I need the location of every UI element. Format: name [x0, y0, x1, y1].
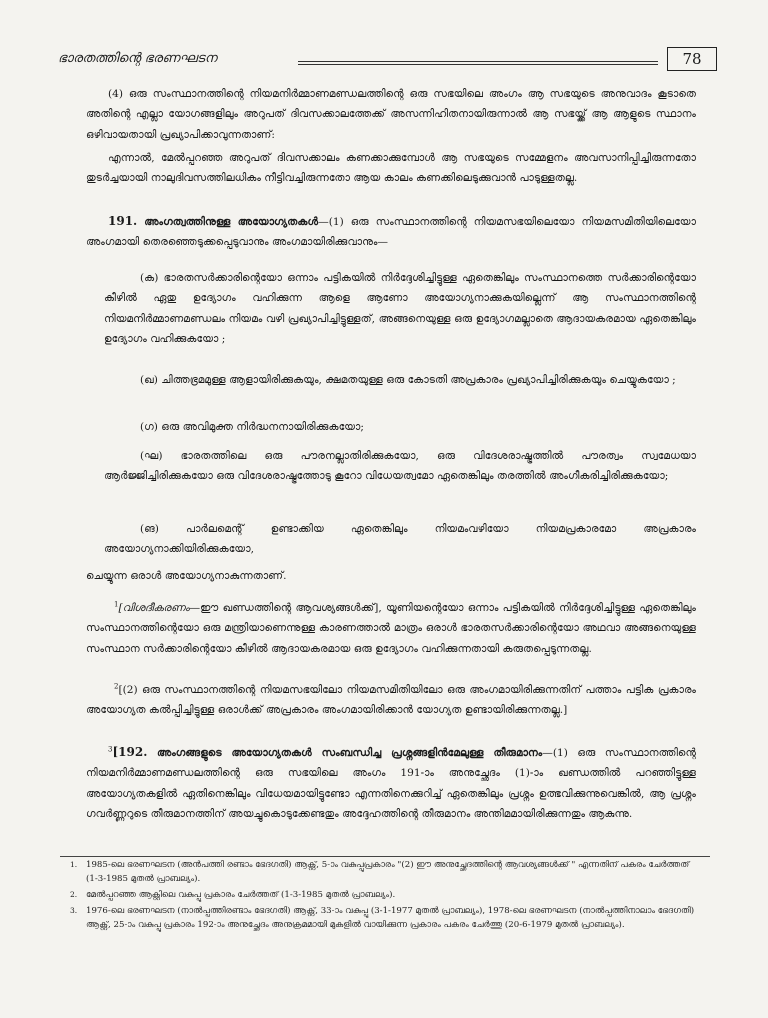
clause-2	[86, 680, 696, 721]
paragraph-4: (4) ഒരു സംസ്ഥാനത്തിന്റെ നിയമനിർമ്മാണമണ്ഡലത്തിന്റെ ഒരു സഭയിലെ അംഗം ആ സഭയുടെ അനുവാദം കൂടാതെ അതിന്റെ എല്ലാ യോഗങ്ങളിലും അറുപത് ദിവസക്കാലത്തേക്ക് അസന്നിഹിതനായിരുന്നാൽ ആ സഭയ്ക്ക് ആ ആളുടെ സ്ഥാനം ഒഴിവായതായി പ്രഖ്യാപിക്കാവുന്നതാണ്:	[86, 88, 696, 141]
running-title: ഭാരതത്തിന്റെ ഭരണഘടന	[58, 51, 217, 66]
clause-e: (ങ) പാർലമെന്റ് ഉണ്ടാക്കിയ ഏതെങ്കിലും നിയമംവഴിയോ നിയമപ്രകാരമോ അപ്രകാരം അയോഗ്യനാക്കിയിരിക്കുകയോ,	[104, 523, 696, 556]
footnote-ref-3: 3	[108, 745, 113, 754]
footnote-ref-2: 2	[114, 682, 119, 691]
clause-a: (ക) ഭാരതസർക്കാരിന്റെയോ ഒന്നാം പട്ടികയിൽ നിർദ്ദേശിച്ചിട്ടുള്ള ഏതെങ്കിലും സംസ്ഥാനത്തെ സർക്കാരിന്റെയോ കീഴിൽ ഏതു ഉദ്യോഗം വഹിക്കുന്ന ആളെ ആണോ അയോഗ്യനാക്കുകയില്ലെന്ന് ആ സംസ്ഥാനത്തിന്റെ നിയമനിർമ്മാണമണ്ഡലം നിയമം വഴി പ്രഖ്യാപിച്ചിട്ടുള്ളത്, അങ്ങനെയുള്ള ഒരു ഉദ്യോഗമല്ലാതെ ആദായകരമായ ഏതെങ്കിലും ഉദ്യോഗം വഹിക്കുകയോ ;	[104, 272, 696, 346]
explanation-label: [വിശദീകരണം	[118, 602, 190, 614]
closing-line: ചെയ്യുന്ന ഒരാൾ അയോഗ്യനാകുന്നതാണ്.	[86, 570, 287, 582]
footnote-number: 1.	[70, 860, 78, 869]
section-192	[86, 742, 696, 825]
footnote-text: 1976-ലെ ഭരണഘടന (നാൽപ്പത്തിരണ്ടാം ഭേദഗതി) ആക്റ്റ്, 33-ാം വകുപ്പു (3-1-1977 മുതൽ പ്രാബല്യം), 1978-ലെ ഭരണഘടന (നാൽപ്പത്തിനാലാം ഭേദഗതി) ആക്റ്റ്, 25-ാം വകുപ്പു പ്രകാരം 192-ാം അനുച്ഛേദം അനുക്രമമായി മുകളിൽ വായിക്കുന്ന പ്രകാരം പകരം ചേർത്തു (20-6-1979 മുതൽ പ്രാബല്യം).	[86, 906, 695, 930]
clause-c: (ഗ) ഒരു അവിമുക്ത നിർദ്ധനനായിരിക്കുകയോ;	[140, 421, 364, 433]
section-heading: അംഗങ്ങളുടെ അയോഗ്യതകൾ സംബന്ധിച്ച പ്രശ്നങ്ങളിൻമേലുള്ള തീരുമാനം	[156, 747, 543, 759]
page-header	[58, 47, 702, 71]
clause-b: (ഖ) ചിത്തഭ്രമമുള്ള ആളായിരിക്കുകയും, ക്ഷമതയുള്ള ഒരു കോടതി അപ്രകാരം പ്രഖ്യാപിച്ചിരിക്കുകയും ചെയ്യുകയോ ;	[140, 374, 676, 386]
proviso-paragraph: എന്നാൽ, മേൽപ്പറഞ്ഞ അറുപത് ദിവസക്കാലം കണക്കാക്കുമ്പോൾ ആ സഭയുടെ സമ്മേളനം അവസാനിപ്പിച്ചിരുന്നതോ തുടർച്ചയായി നാലുദിവസത്തിലധികം നീട്ടിവച്ചിരുന്നതോ ആയ കാലം കണക്കിലെടുക്കുവാൻ പാടുള്ളതല്ല.	[86, 152, 696, 185]
clause-d: (ഘ) ഭാരതത്തിലെ ഒരു പൗരനല്ലാതിരിക്കുകയോ, ഒരു വിദേശരാഷ്ട്രത്തിൽ പൗരത്വം സ്വമേധയാ ആർജ്ജിച്ചിരിക്കുകയോ ഒരു വിദേശരാഷ്ട്രത്തോടു കൂറോ വിധേയത്വമോ ഏതെങ്കിലും തരത്തിൽ അംഗീകരിച്ചിരിക്കുകയോ;	[104, 450, 696, 483]
section-text: —(1) ഒരു സംസ്ഥാനത്തിന്റെ നിയമനിർമ്മാണമണ്ഡലത്തിന്റെ ഒരു സഭയിലെ അംഗം 191-ാം അനുച്ഛേദം (1)-ാം ഖണ്ഡത്തിൽ പറഞ്ഞിട്ടുള്ള അയോഗ്യതകളിൽ ഏതിനെങ്കിലും വിധേയമായിട്ടുണ്ടോ എന്നതിനെക്കുറിച്ച് ഏതെങ്കിലും പ്രശ്നം ഉത്ഭവിക്കുന്നുവെങ്കിൽ, ആ പ്രശ്നം ഗവർണ്ണറുടെ തീരുമാനത്തിന് അയച്ചുകൊടുക്കേണ്ടതും അദ്ദേഹത്തിന്റെ തീരുമാനം അന്തിമമായിരിക്കുന്നതും ആകുന്നു.	[86, 747, 696, 821]
footnote-text: 1985-ലെ ഭരണഘടന (അൻപത്തി രണ്ടാം ഭേദഗതി) ആക്റ്റ്, 5-ാം വകുപ്പുപ്രകാരം "(2) ഈ അനുച്ഛേദത്തിന്റെ ആവശ്യങ്ങൾക്ക് " എന്നതിന് പകരം ചേർത്തത് (1-3-1985 മുതൽ പ്രാബല്യം).	[86, 860, 690, 884]
page-number: 78	[667, 47, 717, 71]
header-rule	[298, 61, 658, 65]
footnote-text: മേൽപ്പറഞ്ഞ ആക്റ്റിലെ വകുപ്പു പ്രകാരം ചേർത്തത് (1-3-1985 മുതൽ പ്രാബല്യം).	[86, 890, 396, 900]
footnote	[70, 858, 702, 886]
footnote-number: 2.	[70, 890, 78, 899]
explanation-text: —ഈ ഖണ്ഡത്തിന്റെ ആവശ്യങ്ങൾക്ക്], യൂണിയന്റെയോ ഒന്നാം പട്ടികയിൽ നിർദ്ദേശിച്ചിട്ടുള്ള ഏതെങ്കിലും സംസ്ഥാനത്തിന്റെയോ ഒരു മന്ത്രിയാണെന്നുള്ള കാരണത്താൽ മാത്രം ഒരാൾ ഭാരതസർക്കാരിന്റെയോ അഥവാ അങ്ങനെയുള്ള സംസ്ഥാന സർക്കാരിന്റെയോ കീഴിൽ ആദായകരമായ ഒരു ഉദ്യോഗം വഹിക്കുന്നതായി കരുതപ്പെടുന്നതല്ല.	[86, 602, 696, 655]
footnote	[70, 904, 702, 932]
clause-2-text: [(2) ഒരു സംസ്ഥാനത്തിന്റെ നിയമസഭയിലോ നിയമസമിതിയിലോ ഒരു അംഗമായിരിക്കുന്നതിന് പത്താം പട്ടിക പ്രകാരം അയോഗ്യത കൽപ്പിച്ചിട്ടുള്ള ഒരാൾക്ക് അപ്രകാരം അംഗമായിരിക്കാൻ യോഗ്യത ഉണ്ടായിരിക്കുന്നതല്ല.]	[86, 684, 696, 717]
explanation	[86, 598, 696, 659]
section-number: 191.	[108, 214, 138, 228]
footnote	[70, 888, 702, 902]
section-191	[86, 211, 696, 253]
footnote-number: 3.	[70, 906, 78, 915]
section-heading: അംഗത്വത്തിനുള്ള അയോഗ്യതകൾ	[144, 216, 319, 228]
footnote-ref-1: 1	[114, 600, 119, 609]
footnote-rule	[60, 856, 710, 857]
section-text: —(1) ഒരു സംസ്ഥാനത്തിന്റെ നിയമസഭയിലെയോ നിയമസമിതിയിലെയോ അംഗമായി തെരഞ്ഞെടുക്കപ്പെടുവാനും അംഗമായിരിക്കുവാനും—	[86, 216, 696, 249]
section-number: [192.	[112, 745, 148, 759]
